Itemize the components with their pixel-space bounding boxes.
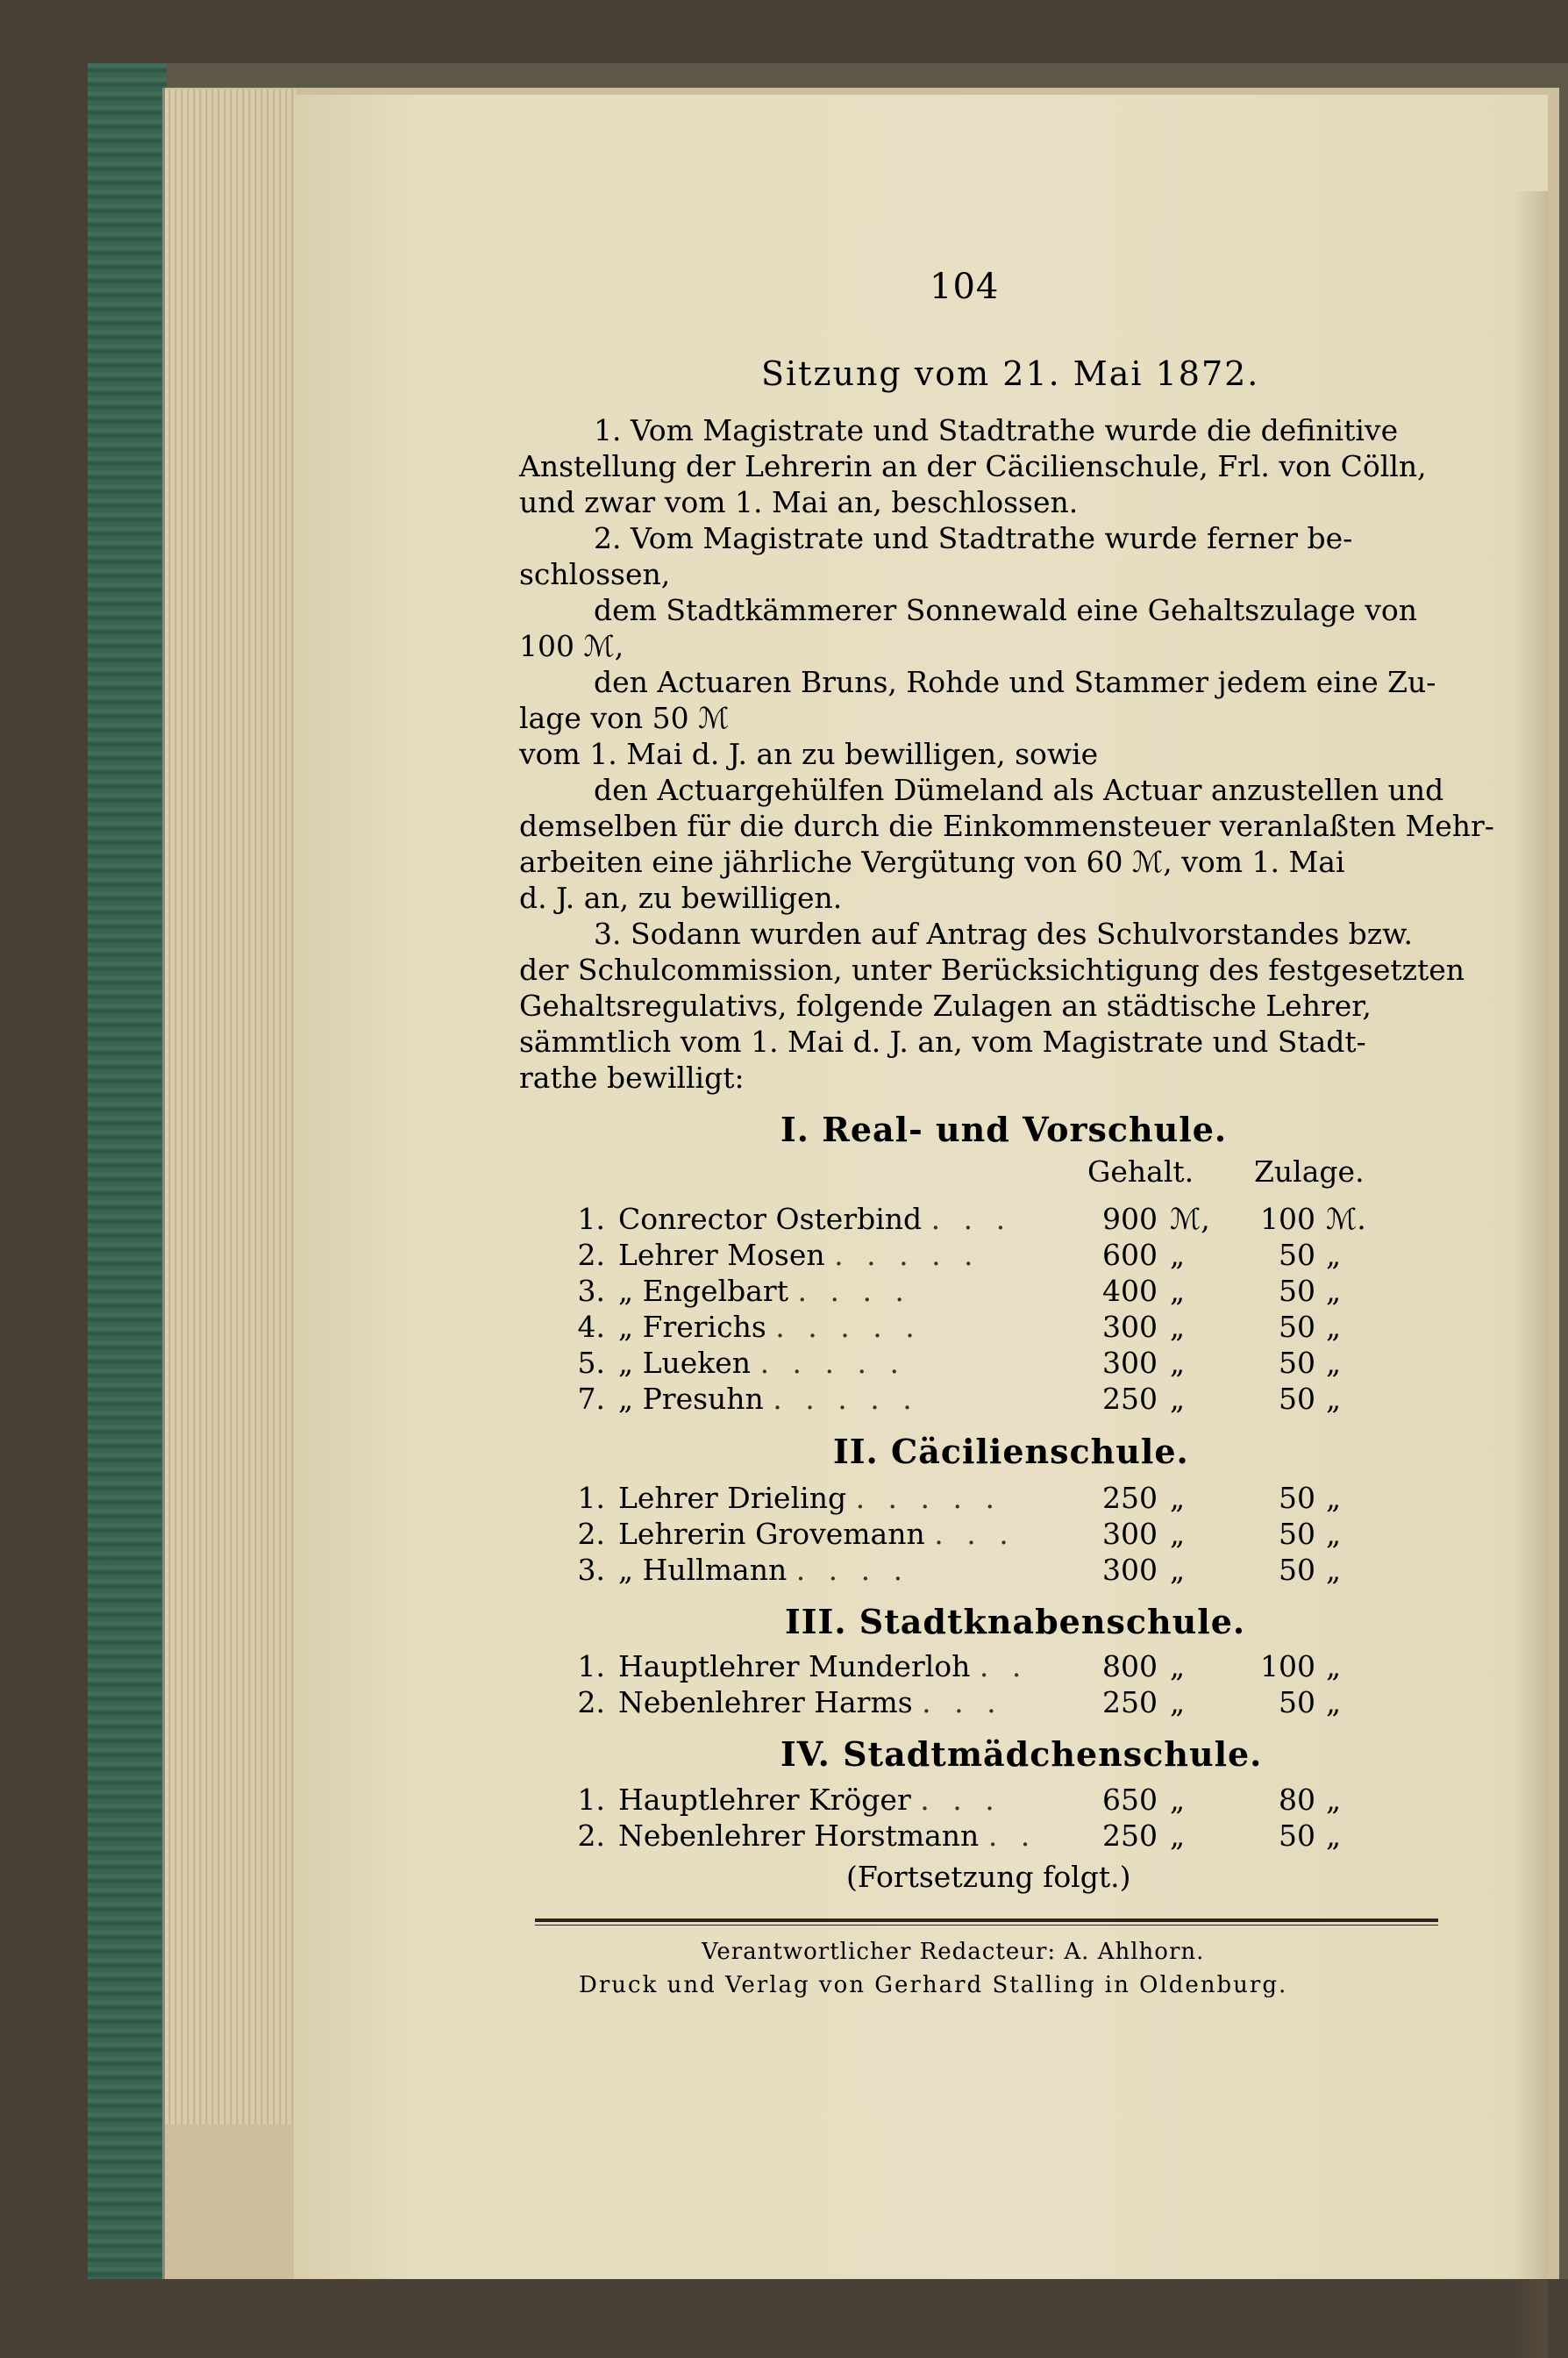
ditto-mark: „ — [1326, 1553, 1342, 1587]
ditto-mark: „ — [1170, 1346, 1186, 1380]
bonus-value: 50 — [1279, 1346, 1315, 1380]
row-number: 1. — [577, 1783, 605, 1817]
row-number: 7. — [577, 1382, 605, 1416]
ditto-mark: „ — [1326, 1274, 1342, 1308]
currency-mark: ℳ. — [1326, 1202, 1366, 1236]
text-line: Anstellung der Lehrerin an der Cäcilienschule, Frl. von Cölln, — [519, 449, 1427, 483]
ditto-mark: „ — [1326, 1481, 1342, 1515]
ditto-mark: „ — [1170, 1382, 1186, 1416]
teacher-name — [618, 1481, 1001, 1515]
bonus-value: 50 — [1279, 1481, 1315, 1515]
ditto-mark: „ — [1326, 1819, 1342, 1853]
continuation-note: (Fortsetzung folgt.) — [846, 1860, 1131, 1894]
ditto-mark: „ — [1326, 1517, 1342, 1551]
table-row — [570, 1685, 1377, 1720]
salary-value: 300 — [1102, 1517, 1158, 1551]
ditto-mark: „ — [1326, 1649, 1342, 1683]
teacher-name-text: „ Engelbart — [618, 1274, 788, 1308]
row-number: 3. — [577, 1553, 605, 1587]
salary-value: 600 — [1102, 1238, 1158, 1272]
bonus-value: 50 — [1279, 1382, 1315, 1416]
table-row — [570, 1517, 1377, 1552]
teacher-name — [618, 1517, 1016, 1551]
row-number: 3. — [577, 1274, 605, 1308]
text-line: 1. Vom Magistrate und Stadtrathe wurde die definitive — [594, 413, 1399, 447]
table-row — [570, 1202, 1377, 1237]
column-header-bonus: Zulage. — [1254, 1154, 1365, 1189]
row-number: 1. — [577, 1481, 605, 1515]
teacher-name-text: Lehrer Drieling — [618, 1481, 847, 1515]
text-line: d. J. an, zu bewilligen. — [519, 881, 843, 915]
text-line: 3. Sodann wurden auf Antrag des Schulvorstandes bzw. — [594, 917, 1414, 951]
table-row — [570, 1238, 1377, 1273]
section-title-stadtknabenschule: III. Stadtknabenschule. — [785, 1602, 1246, 1641]
footer-rule — [535, 1919, 1438, 1922]
salary-value: 300 — [1102, 1553, 1158, 1587]
leader-dots: . . . . — [797, 1274, 911, 1308]
ditto-mark: „ — [1326, 1783, 1342, 1817]
ditto-mark: „ — [1170, 1481, 1186, 1515]
ditto-mark: „ — [1170, 1310, 1186, 1344]
ditto-mark: „ — [1326, 1685, 1342, 1719]
teacher-name-text: Lehrer Mosen — [618, 1238, 825, 1272]
text-line: 100 ℳ, — [519, 629, 624, 663]
table-row — [570, 1553, 1377, 1588]
leader-dots: . . . . — [795, 1553, 910, 1587]
teacher-name-text: „ Presuhn — [618, 1382, 764, 1416]
salary-value: 250 — [1102, 1382, 1158, 1416]
section-title-caecilienschule: II. Cäcilienschule. — [833, 1432, 1189, 1471]
ditto-mark: „ — [1170, 1685, 1186, 1719]
teacher-name — [618, 1819, 1037, 1853]
bonus-value: 50 — [1279, 1274, 1315, 1308]
teacher-name-text: Nebenlehrer Harms — [618, 1685, 913, 1719]
page-edges — [165, 89, 296, 2125]
text-line: vom 1. Mai d. J. an zu bewilligen, sowie — [519, 737, 1099, 771]
leader-dots: . . . — [920, 1783, 1001, 1817]
leader-dots: . . . . . — [834, 1238, 980, 1272]
text-line: Gehaltsregulativs, folgende Zulagen an städtische Lehrer, — [519, 989, 1372, 1023]
ditto-mark: „ — [1170, 1783, 1186, 1817]
salary-value: 900 — [1102, 1202, 1158, 1236]
editor-credit: Verantwortlicher Redacteur: A. Ahlhorn. — [702, 1939, 1205, 1965]
table-row — [570, 1819, 1377, 1854]
page-gutter-shadow — [1513, 191, 1548, 2358]
leader-dots: . . . . . — [855, 1481, 1001, 1515]
bonus-value: 80 — [1279, 1783, 1315, 1817]
bonus-value: 50 — [1279, 1553, 1315, 1587]
teacher-name-text: Lehrerin Grovemann — [618, 1517, 925, 1551]
teacher-name-text: Hauptlehrer Kröger — [618, 1783, 911, 1817]
salary-value: 250 — [1102, 1819, 1158, 1853]
ditto-mark: „ — [1326, 1382, 1342, 1416]
bonus-value: 100 — [1260, 1649, 1315, 1683]
session-heading: Sitzung vom 21. Mai 1872. — [761, 354, 1260, 393]
teacher-name-text: Conrector Osterbind — [618, 1202, 923, 1236]
ditto-mark: „ — [1326, 1238, 1342, 1272]
table-row — [570, 1481, 1377, 1516]
footer-rule-thin — [535, 1925, 1438, 1926]
leader-dots: . . . — [934, 1517, 1016, 1551]
salary-value: 800 — [1102, 1649, 1158, 1683]
ditto-mark: „ — [1170, 1517, 1186, 1551]
section-title-real-vorschule: I. Real- und Vorschule. — [780, 1110, 1228, 1149]
text-line: demselben für die durch die Einkommensteuer veranlaßten Mehr- — [519, 809, 1494, 843]
currency-mark: ℳ, — [1170, 1202, 1210, 1236]
leader-dots: . . . — [922, 1685, 1003, 1719]
teacher-name-text: „ Frerichs — [618, 1310, 766, 1344]
salary-value: 300 — [1102, 1310, 1158, 1344]
leader-dots: . . . . . — [759, 1346, 906, 1380]
text-line: und zwar vom 1. Mai an, beschlossen. — [519, 485, 1079, 519]
bonus-value: 50 — [1279, 1819, 1315, 1853]
teacher-name — [618, 1310, 922, 1344]
teacher-name-text: „ Lueken — [618, 1346, 752, 1380]
section-title-stadtmaedchenschule: IV. Stadtmädchenschule. — [780, 1734, 1263, 1774]
leader-dots: . . . . . — [775, 1310, 922, 1344]
leader-dots: . . — [987, 1819, 1037, 1853]
teacher-name-text: Nebenlehrer Horstmann — [618, 1819, 980, 1853]
text-line: 2. Vom Magistrate und Stadtrathe wurde ferner be- — [594, 521, 1353, 555]
text-line: lage von 50 ℳ — [519, 701, 730, 735]
table-row — [570, 1649, 1377, 1684]
teacher-name-text: Hauptlehrer Munderloh — [618, 1649, 971, 1683]
row-number: 2. — [577, 1819, 605, 1853]
row-number: 2. — [577, 1238, 605, 1272]
text-line: den Actuaren Bruns, Rohde und Stammer jedem eine Zu- — [594, 665, 1436, 699]
row-number: 1. — [577, 1649, 605, 1683]
salary-value: 250 — [1102, 1685, 1158, 1719]
leader-dots: . . . — [930, 1202, 1013, 1236]
table-row — [570, 1382, 1377, 1417]
book-spine — [88, 63, 167, 2279]
table-row — [570, 1783, 1377, 1818]
salary-value: 400 — [1102, 1274, 1158, 1308]
salary-value: 250 — [1102, 1481, 1158, 1515]
table-row — [570, 1274, 1377, 1309]
teacher-name — [618, 1783, 1001, 1817]
row-number: 2. — [577, 1685, 605, 1719]
leader-dots: . . . . . — [773, 1382, 919, 1416]
text-line: rathe bewilligt: — [519, 1061, 745, 1095]
bonus-value: 50 — [1279, 1238, 1315, 1272]
teacher-name — [618, 1346, 906, 1380]
page-number: 104 — [930, 267, 1000, 307]
table-row — [570, 1310, 1377, 1345]
teacher-name — [618, 1649, 1028, 1683]
leader-dots: . . — [979, 1649, 1029, 1683]
teacher-name-text: „ Hullmann — [618, 1553, 788, 1587]
ditto-mark: „ — [1326, 1310, 1342, 1344]
teacher-name — [618, 1553, 909, 1587]
bonus-value: 50 — [1279, 1517, 1315, 1551]
ditto-mark: „ — [1170, 1649, 1186, 1683]
paragraph-2 — [519, 520, 1494, 916]
ditto-mark: „ — [1170, 1553, 1186, 1587]
teacher-name — [618, 1274, 911, 1308]
row-number: 1. — [577, 1202, 605, 1236]
salary-value: 650 — [1102, 1783, 1158, 1817]
teacher-name — [618, 1202, 1012, 1236]
bonus-value: 50 — [1279, 1310, 1315, 1344]
teacher-name — [618, 1685, 1003, 1719]
ditto-mark: „ — [1170, 1238, 1186, 1272]
table-row — [570, 1346, 1377, 1381]
bonus-value: 100 — [1260, 1202, 1315, 1236]
ditto-mark: „ — [1170, 1819, 1186, 1853]
paragraph-3 — [519, 916, 1465, 1096]
row-number: 4. — [577, 1310, 605, 1344]
row-number: 5. — [577, 1346, 605, 1380]
teacher-name — [618, 1238, 980, 1272]
paragraph-1 — [519, 412, 1436, 520]
ditto-mark: „ — [1170, 1274, 1186, 1308]
text-line: sämmtlich vom 1. Mai d. J. an, vom Magistrate und Stadt- — [519, 1025, 1366, 1059]
teacher-name — [618, 1382, 919, 1416]
ditto-mark: „ — [1326, 1346, 1342, 1380]
column-header-salary: Gehalt. — [1087, 1154, 1194, 1189]
printer-credit: Druck und Verlag von Gerhard Stalling in Oldenburg. — [579, 1972, 1288, 1998]
salary-value: 300 — [1102, 1346, 1158, 1380]
text-line: arbeiten eine jährliche Vergütung von 60 ℳ, vom 1. Mai — [519, 845, 1345, 879]
text-line: den Actuargehülfen Dümeland als Actuar anzustellen und — [594, 773, 1444, 807]
bonus-value: 50 — [1279, 1685, 1315, 1719]
text-line: der Schulcommission, unter Berücksichtigung des festgesetzten — [519, 953, 1465, 987]
text-line: schlossen, — [519, 557, 671, 591]
text-line: dem Stadtkämmerer Sonnewald eine Gehaltszulage von — [594, 593, 1418, 627]
row-number: 2. — [577, 1517, 605, 1551]
